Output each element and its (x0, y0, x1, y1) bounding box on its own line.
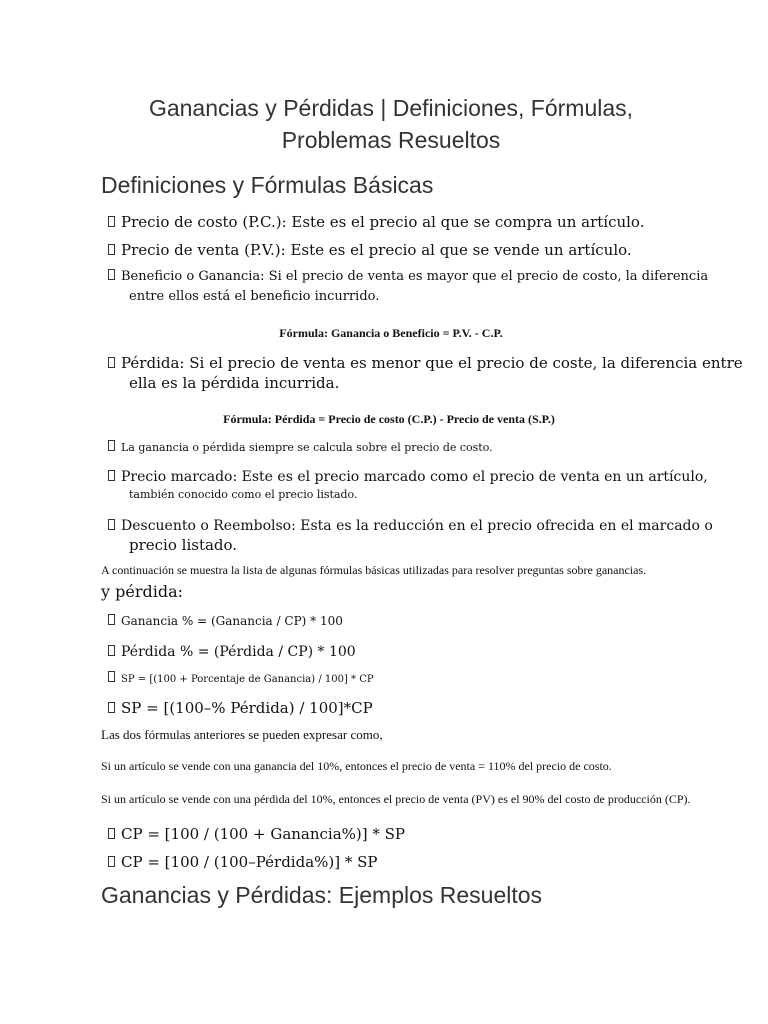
list-item-text: Precio de venta (P.V.): Este es el precio al que se vende un artículo. (121, 241, 632, 259)
bullet-icon (108, 828, 115, 839)
list-item-text: Precio de costo (P.C.): Este es el precio al que se compra un artículo. (121, 213, 645, 231)
list-item-marked-price (108, 467, 708, 487)
formula-text: Ganancia % = (Ganancia / CP) * 100 (121, 614, 343, 628)
formula-loss-percent (108, 642, 356, 662)
formula-cp-loss (108, 852, 378, 872)
formula-text: Pérdida % = (Pérdida / CP) * 100 (121, 644, 356, 660)
list-item-profit-continuation: entre ellos está el beneficio incurrido. (129, 289, 380, 304)
section-heading-definitions: Definiciones y Fórmulas Básicas (101, 172, 434, 198)
intro-paragraph-continuation: y pérdida: (101, 582, 184, 601)
example-gain: Si un artículo se vende con una ganancia del 10%, entonces el precio de venta = 110% del precio de costo. (101, 759, 612, 773)
list-item-text: Beneficio o Ganancia: Si el precio de venta es mayor que el precio de costo, la diferencia (121, 269, 709, 284)
list-item-text: Precio marcado: Este es el precio marcado como el precio de venta en un artículo, (121, 469, 708, 485)
list-item-text: Descuento o Reembolso: Esta es la reducción en el precio ofrecida en el marcado o (121, 518, 713, 534)
bullet-icon (108, 470, 115, 481)
formula-sp-loss (108, 698, 373, 718)
section-heading-examples: Ganancias y Pérdidas: Ejemplos Resueltos (101, 882, 543, 908)
list-item-text: La ganancia o pérdida siempre se calcula sobre el precio de costo. (121, 441, 493, 454)
bullet-icon (108, 519, 115, 530)
formula-text: SP = [(100–% Pérdida) / 100]*CP (121, 699, 373, 717)
list-item-profit (108, 268, 708, 286)
list-item-sale-price (108, 240, 632, 260)
list-item-cost-basis (108, 440, 493, 455)
formula-cp-gain (108, 824, 405, 844)
formula-text: CP = [100 / (100 + Ganancia%)] * SP (121, 825, 406, 843)
title-line-1: Ganancias y Pérdidas | Definiciones, Fórmulas, (148, 95, 634, 121)
example-loss: Si un artículo se vende con una pérdida del 10%, entonces el precio de venta (PV) es el 90% del costo de producción (CP). (101, 792, 691, 806)
formula-text: SP = [(100 + Porcentaje de Ganancia) / 100] * CP (121, 674, 374, 685)
bullet-icon (108, 671, 115, 682)
expression-intro: Las dos fórmulas anteriores se pueden expresar como, (101, 727, 383, 742)
bullet-icon (108, 645, 115, 656)
intro-paragraph: A continuación se muestra la lista de algunas fórmulas básicas utilizadas para resolver preguntas sobre ganancias. (101, 563, 647, 577)
bullet-icon (108, 269, 115, 280)
document-title (100, 92, 682, 156)
bullet-icon (108, 614, 115, 625)
formula-sp-gain (108, 671, 374, 687)
bullet-icon (108, 856, 115, 867)
list-item-marked-price-continuation: también conocido como el precio listado. (129, 488, 358, 501)
list-item-discount (108, 516, 713, 536)
list-item-loss-continuation: ella es la pérdida incurrida. (129, 374, 340, 392)
formula-loss: Fórmula: Pérdida = Precio de costo (C.P.) - Precio de venta (S.P.) (223, 412, 555, 426)
list-item-loss (108, 353, 743, 373)
bullet-icon (108, 702, 115, 713)
bullet-icon (108, 216, 115, 227)
formula-gain-percent (108, 613, 343, 629)
list-item-discount-continuation: precio listado. (129, 536, 238, 554)
formula-text: CP = [100 / (100–Pérdida%)] * SP (121, 853, 378, 871)
bullet-icon (108, 244, 115, 255)
bullet-icon (108, 440, 115, 451)
title-line-2: Problemas Resueltos (281, 127, 501, 153)
formula-profit: Fórmula: Ganancia o Beneficio = P.V. - C.P. (279, 326, 503, 340)
bullet-icon (108, 357, 115, 368)
list-item-cost-price (108, 212, 644, 232)
list-item-text: Pérdida: Si el precio de venta es menor que el precio de coste, la diferencia entre (121, 354, 743, 372)
